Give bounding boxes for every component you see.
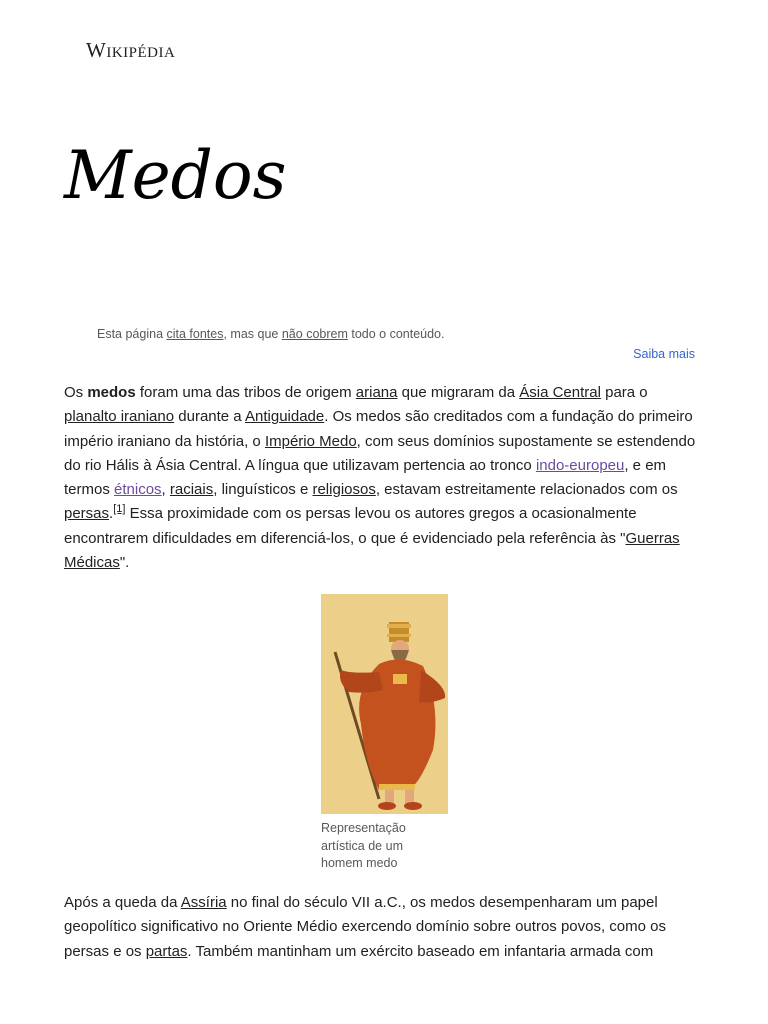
text-span: foram uma das tribos de origem xyxy=(135,384,356,401)
text-span: no final do século VII a.C., os medos desempenharam um papel geopolítico significativo no Oriente Médio exercendo domínio sobre outros povos, como os persas e os xyxy=(64,894,666,960)
notice-link-nao-cobrem[interactable]: não cobrem xyxy=(281,327,348,341)
median-man-image[interactable] xyxy=(321,594,448,814)
text-span: . xyxy=(109,505,114,523)
article-figure xyxy=(321,594,448,873)
text-span: ". xyxy=(119,554,130,572)
link-imperio-medo[interactable]: Império Medo xyxy=(264,432,357,450)
link-raciais[interactable]: raciais xyxy=(169,481,214,499)
learn-more-link[interactable]: Saiba mais xyxy=(633,347,695,361)
link-asia-central[interactable]: Ásia Central xyxy=(519,384,601,401)
link-partas[interactable]: partas xyxy=(145,942,188,960)
wikipedia-wordmark[interactable]: Wikipédia xyxy=(86,38,176,62)
text-span: Após a queda da xyxy=(64,894,181,911)
link-ariana[interactable]: ariana xyxy=(355,384,398,401)
link-etnicos[interactable]: étnicos xyxy=(114,481,162,499)
text-span: , e em termos xyxy=(64,456,667,499)
text-span: . Os medos são creditados com a fundação do primeiro império iraniano da história, o xyxy=(64,408,693,450)
figure-caption: Representação artística de um homem medo xyxy=(321,821,406,870)
reference-link-1[interactable]: [1] xyxy=(113,503,126,516)
bold-term: medos xyxy=(87,384,136,401)
link-antiguidade[interactable]: Antiguidade xyxy=(245,408,325,426)
notice-text: , mas que xyxy=(223,327,282,341)
notice-text: Esta página xyxy=(97,327,167,341)
text-span: . Também mantinham um exército baseado em infantaria armada com xyxy=(187,942,654,960)
text-span: , xyxy=(161,481,170,499)
notice-link-cita-fontes[interactable]: cita fontes xyxy=(166,327,224,341)
sources-notice xyxy=(97,327,444,341)
link-assiria[interactable]: Assíria xyxy=(180,894,227,911)
link-religiosos[interactable]: religiosos xyxy=(312,481,376,499)
link-guerras-medicas[interactable]: Guerras Médicas xyxy=(64,529,680,572)
text-span: , linguísticos e xyxy=(213,481,313,499)
text-span: , estavam estreitamente relacionados com os xyxy=(375,481,678,499)
text-span: que migraram da xyxy=(397,384,520,401)
link-persas[interactable]: persas xyxy=(64,505,110,523)
history-paragraph xyxy=(64,891,704,964)
link-indo-europeu[interactable]: indo-europeu xyxy=(535,456,625,474)
text-span: , com seus domínios supostamente se estendendo do rio Hális à Ásia Central. A língua que utilizavam pertencia ao tronco xyxy=(64,432,696,474)
text-span: durante a xyxy=(174,408,245,426)
text-span: Essa proximidade com os persas levou os autores gregos a ocasionalmente encontrarem dificuldades em diferenciá-los, o que é evidenciado pela referência às " xyxy=(64,505,637,547)
reference-superscript xyxy=(113,503,125,515)
link-planalto-iraniano[interactable]: planalto iraniano xyxy=(64,408,175,426)
page-title: Medos xyxy=(64,137,287,214)
text-span: Os xyxy=(64,384,88,401)
text-span: para o xyxy=(600,384,648,401)
intro-paragraph xyxy=(64,381,704,575)
notice-text: todo o conteúdo. xyxy=(347,327,445,341)
